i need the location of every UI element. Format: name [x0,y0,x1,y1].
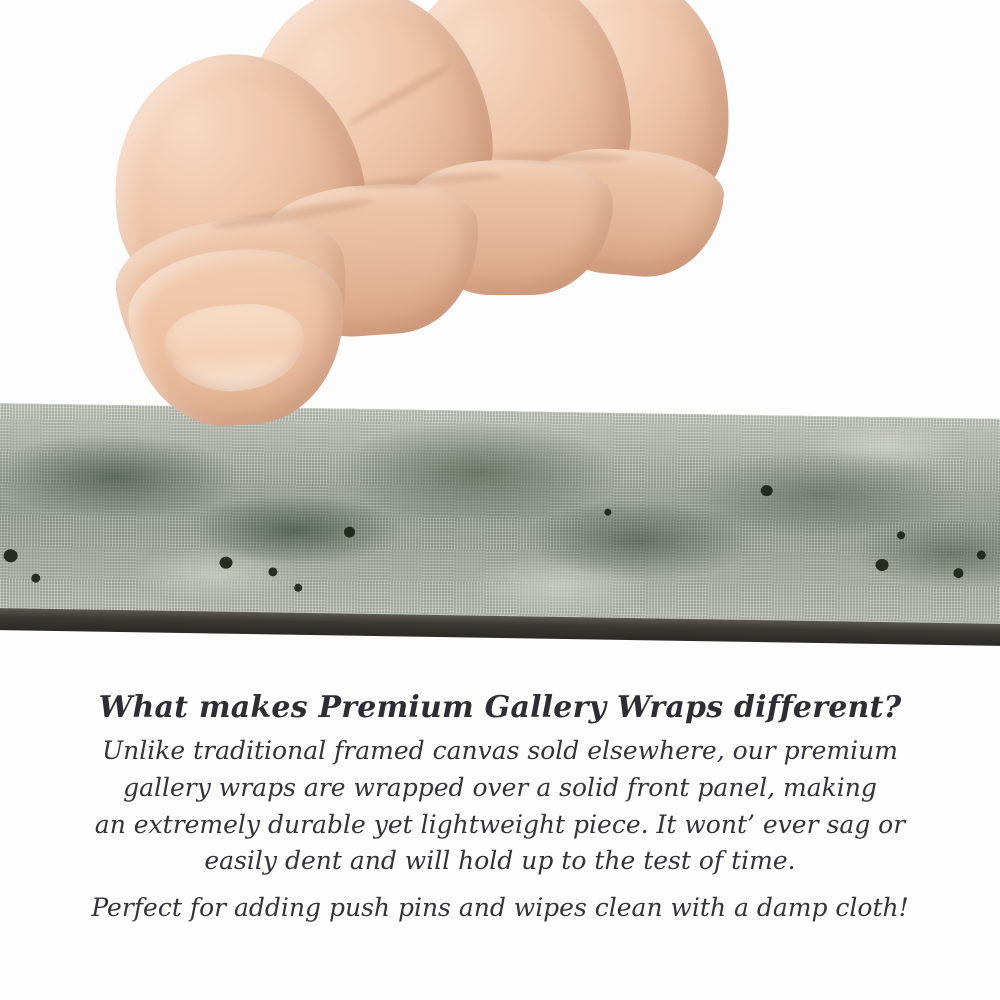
canvas-speck [31,574,40,583]
canvas-art-surface [0,403,1000,624]
canvas-speck [4,549,18,562]
caption-line-4: easily dent and will hold up to the test of time. [204,846,796,876]
canvas-speck [268,567,277,576]
canvas-wrap-edge [0,403,1000,647]
caption-closing-line: Perfect for adding push pins and wipes clean with a damp cloth! [91,893,909,922]
caption-line-3: an extremely durable yet lightweight piece. It wont’ ever sag or [94,809,906,839]
caption-heading: What makes Premium Gallery Wraps different? [98,690,902,725]
canvas-speck [294,584,302,592]
caption-line-1: Unlike traditional framed canvas sold elsewhere, our premium [102,736,898,765]
canvas-speck [977,550,986,559]
canvas-speck [219,557,232,569]
caption-line-2: gallery wraps are wrapped over a solid front panel, making [123,772,877,802]
canvas-speck [761,485,773,496]
caption-block [0,690,1000,927]
canvas-speck [604,509,611,516]
canvas-speck [953,568,963,578]
canvas-speck [897,531,905,539]
canvas-speck [344,527,355,538]
hand-photo [90,0,710,430]
canvas-speck [875,559,888,571]
